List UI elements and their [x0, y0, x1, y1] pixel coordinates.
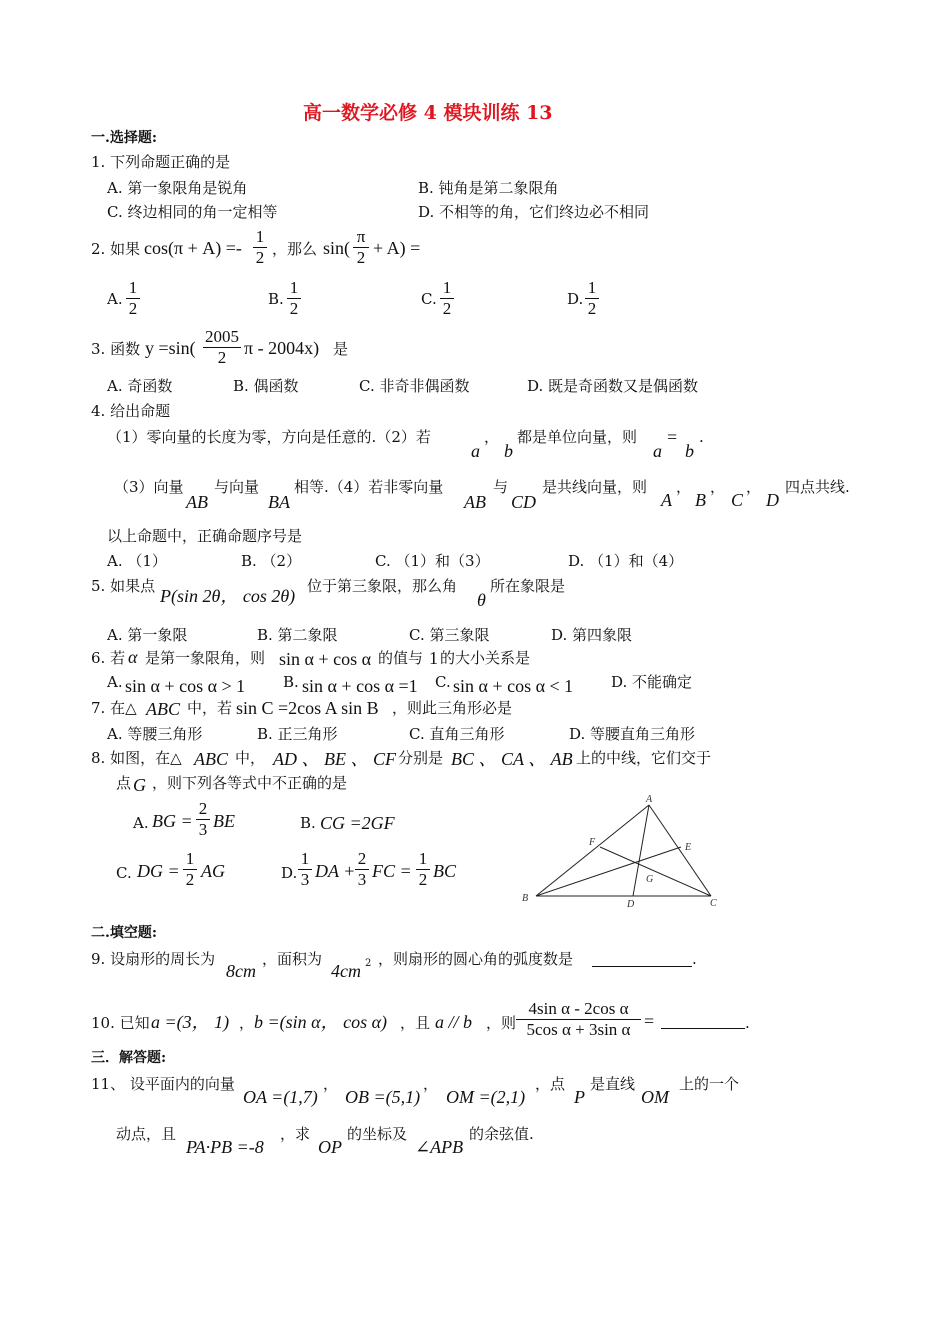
- q1-option-b: B. 钝角是第二象限角: [418, 179, 559, 197]
- fig-label-C: C: [710, 898, 717, 909]
- q4-option-d: D. （1）和（4）: [568, 552, 684, 570]
- q11-vec-ob: OB =(5,1): [345, 1087, 421, 1107]
- q8-option-d-frac-2: [355, 850, 369, 889]
- frac-den: 3: [300, 869, 310, 889]
- side-ab: [536, 805, 649, 896]
- q4-comma-3: ，: [746, 478, 762, 496]
- frac-num: 1: [255, 227, 265, 246]
- q5-option-a: A. 第一象限: [107, 626, 188, 644]
- frac-den: 2: [128, 298, 138, 318]
- q4-point-A: A: [661, 490, 672, 510]
- q2-expr-cos: cos(π + A) =-: [144, 238, 242, 258]
- q4-vec-a: a: [471, 441, 480, 461]
- q4-stem: 4. 给出命题: [91, 402, 171, 420]
- q11-point-text: ，点: [535, 1075, 566, 1093]
- q8-option-a-lhs: BG =: [152, 811, 193, 831]
- q8-option-c-lhs: DG =: [137, 861, 180, 881]
- frac-num: 1: [289, 278, 299, 297]
- q11-stem: 11、 设平面内的向量: [91, 1075, 235, 1093]
- q2-option-c: C.: [421, 290, 437, 308]
- q3-option-d: D. 既是奇函数又是偶函数: [527, 377, 699, 395]
- section-heading-solve: 三．解答题:: [91, 1050, 167, 1066]
- q10-mid3: ，则: [486, 1014, 517, 1032]
- q4-vec-AB: AB: [186, 492, 208, 512]
- q8-tail: 上的中线，它们交于: [576, 749, 712, 767]
- q4-vec-b: b: [504, 441, 513, 461]
- q11-vec-om: OM =(2,1): [446, 1087, 526, 1107]
- q4-line2-b: 与向量: [214, 478, 260, 496]
- q4-option-b: B. （2）: [241, 552, 302, 570]
- q5-option-d: D. 第四象限: [551, 626, 633, 644]
- q2-option-b-frac: [287, 279, 301, 318]
- q5-expr: P(sin 2θ， cos 2θ): [160, 586, 296, 606]
- q8-sides: BC 、 CA 、 AB: [451, 749, 573, 769]
- q4-vec-AB2: AB: [464, 492, 486, 512]
- q9-perimeter: 8cm: [226, 961, 256, 981]
- frac-num: 2005: [205, 327, 239, 346]
- q4-line2-a: （3）向量: [114, 478, 184, 496]
- q11-line2-c: 的坐标及: [347, 1125, 408, 1143]
- fig-label-E: E: [685, 842, 692, 853]
- q7-stem: 7. 在△: [91, 699, 137, 717]
- q7-option-b: B. 正三角形: [257, 725, 338, 743]
- q3-option-b: B. 偶函数: [233, 377, 299, 395]
- q2-option-a-frac: [126, 279, 140, 318]
- q4-vec-b2: b: [685, 441, 694, 461]
- frac-num: 4sin α - 2cos α: [528, 999, 629, 1018]
- q8-option-c: C.: [116, 864, 132, 882]
- q8-line2-b: ，则下列各等式中不正确的是: [152, 774, 348, 792]
- q11-line2-b: ，求: [280, 1125, 311, 1143]
- q8-stem: 8. 如图，在△: [91, 749, 182, 767]
- frac-num: 1: [442, 278, 452, 297]
- q7-mid: 中，若: [187, 699, 233, 717]
- q6-option-a: A.: [107, 673, 123, 691]
- q4-vec-BA: BA: [268, 492, 290, 512]
- q6-mid: 是第一象限角，则: [145, 649, 266, 667]
- q4-equals: =: [667, 427, 678, 447]
- q8-option-c-rhs: AG: [201, 861, 225, 881]
- frac-den: 2: [587, 298, 597, 318]
- q7-option-d: D. 等腰直角三角形: [569, 725, 696, 743]
- fig-label-A: A: [646, 794, 653, 805]
- q11-point-P: P: [574, 1087, 585, 1107]
- q10-equals: =: [644, 1011, 655, 1031]
- frac-den: 3: [357, 869, 367, 889]
- frac-num: 1: [418, 849, 428, 868]
- q2-option-b: B.: [268, 290, 284, 308]
- q3-expr-end: π - 2004x): [244, 338, 320, 358]
- q8-option-d-frac-3: [416, 850, 430, 889]
- q8-option-a: A.: [133, 814, 149, 832]
- frac-den: 2: [217, 347, 227, 367]
- section-heading-choice: 一.选择题:: [91, 130, 158, 146]
- q6-expr: sin α + cos α: [279, 649, 372, 669]
- q6-one: 1: [429, 648, 438, 668]
- q10-end: .: [745, 1014, 750, 1032]
- q4-point-B: B: [695, 490, 706, 510]
- q6-option-c: C.: [435, 673, 451, 691]
- median-be: [536, 847, 681, 896]
- fig-label-D: D: [627, 899, 635, 910]
- q4-line2-e: 是共线向量，则: [542, 478, 648, 496]
- q7-abc: ABC: [146, 699, 180, 719]
- frac-num: 1: [128, 278, 138, 297]
- q2-frac-pi-half: [353, 228, 369, 267]
- q8-medians: AD 、 BE 、 CF: [273, 749, 396, 769]
- frac-num: 2: [357, 849, 367, 868]
- q1-option-d: D. 不相等的角，它们终边必不相同: [418, 203, 650, 221]
- q10-vec-a: a =(3， 1): [151, 1012, 230, 1032]
- q8-option-a-frac: [196, 800, 210, 839]
- triangle-figure: [515, 790, 730, 915]
- fig-label-G: G: [646, 874, 654, 885]
- q9-area-sup: 2: [365, 958, 372, 969]
- q4-line1-b: ，: [484, 428, 500, 446]
- q4-line1-c: 都是单位向量，则: [517, 428, 638, 446]
- q8-option-d: D.: [281, 864, 298, 882]
- frac-den: 2: [289, 298, 299, 318]
- fig-label-B: B: [522, 893, 529, 904]
- q6-stem: 6. 若: [91, 649, 126, 667]
- q8-option-b-expr: CG =2GF: [320, 813, 395, 833]
- q2-option-c-frac: [440, 279, 454, 318]
- q7-tail: ，则此三角形必是: [392, 699, 513, 717]
- q8-mid2: 分别是: [398, 749, 444, 767]
- q2-frac-half: [253, 228, 267, 267]
- q5-tail: 所在象限是: [490, 577, 566, 595]
- q4-comma-1: ，: [676, 478, 692, 496]
- q9-tail: ，则扇形的圆心角的弧度数是: [378, 950, 574, 968]
- q11-tail: 上的一个: [679, 1075, 740, 1093]
- q2-stem: 2. 如果: [91, 240, 141, 258]
- q10-parallel: a // b: [435, 1012, 473, 1032]
- q2-mid: ，那么: [272, 240, 318, 258]
- frac-den: 2: [255, 247, 265, 267]
- frac-num: 1: [300, 849, 310, 868]
- q8-line2-a: 点: [116, 774, 132, 792]
- frac-num: 2: [198, 799, 208, 818]
- q10-answer-blank[interactable]: [661, 1028, 745, 1029]
- q11-line2-d: 的余弦值.: [469, 1125, 534, 1143]
- q8-abc: ABC: [194, 749, 228, 769]
- q9-end: .: [692, 950, 697, 968]
- q10-mid: ，: [239, 1014, 255, 1032]
- section-heading-fill: 二.填空题:: [91, 925, 158, 941]
- q6-option-a-expr: sin α + cos α > 1: [125, 676, 246, 696]
- q2-expr-sin: sin(: [323, 238, 350, 258]
- q11-vec-op: OP: [318, 1137, 342, 1157]
- q6-alpha: α: [128, 647, 138, 667]
- q11-vec-oa: OA =(1,7): [243, 1087, 318, 1107]
- q10-frac: [516, 1000, 641, 1039]
- q4-vec-CD: CD: [511, 492, 537, 512]
- q11-line-om: OM: [641, 1087, 669, 1107]
- q4-line1-a: （1）零向量的长度为零，方向是任意的.（2）若: [107, 428, 431, 446]
- q11-line2-a: 动点，且: [116, 1125, 177, 1143]
- q8-option-d-expr1: DA +: [315, 861, 356, 881]
- q1-option-c: C. 终边相同的角一定相等: [107, 203, 278, 221]
- q10-stem: 10. 已知: [91, 1014, 150, 1032]
- q5-stem: 5. 如果点: [91, 577, 156, 595]
- q11-comma-2: ，: [423, 1075, 439, 1093]
- frac-den: 2: [418, 869, 428, 889]
- q5-option-b: B. 第二象限: [257, 626, 338, 644]
- page-title: 高一数学必修 4 模块训练 13: [303, 102, 553, 124]
- q2-option-d: D.: [567, 290, 584, 308]
- q6-mid2: 的值与: [378, 649, 424, 667]
- q4-point-D: D: [766, 490, 779, 510]
- q2-option-a: A.: [107, 290, 123, 308]
- q3-option-a: A. 奇函数: [107, 377, 173, 395]
- q7-option-c: C. 直角三角形: [409, 725, 505, 743]
- q8-option-b: B.: [300, 814, 316, 832]
- q4-option-a: A. （1）: [107, 552, 167, 570]
- q1-stem: 1. 下列命题正确的是: [91, 153, 231, 171]
- q11-mid: 是直线: [590, 1075, 636, 1093]
- frac-num: π: [356, 227, 366, 246]
- q7-expr: sin C =2cos A sin B: [236, 698, 379, 718]
- q4-vec-a2: a: [653, 441, 662, 461]
- q10-mid2: ，且: [400, 1014, 431, 1032]
- q3-option-c: C. 非奇非偶函数: [359, 377, 470, 395]
- q5-mid: 位于第三象限，那么角: [307, 577, 458, 595]
- q6-option-b: B.: [283, 673, 299, 691]
- q3-stem: 3. 函数: [91, 340, 141, 358]
- q9-answer-blank[interactable]: [592, 966, 692, 967]
- q6-option-b-expr: sin α + cos α =1: [302, 676, 418, 696]
- q4-comma-2: ，: [710, 478, 726, 496]
- q4-line3: 以上命题中，正确命题序号是: [107, 527, 303, 545]
- q8-option-a-rhs: BE: [213, 811, 235, 831]
- q3-frac: [203, 328, 241, 367]
- q4-line2-c: 相等.（4）若非零向量: [294, 478, 444, 496]
- q4-line2-f: 四点共线.: [785, 478, 850, 496]
- frac-den: 2: [442, 298, 452, 318]
- q3-tail: 是: [333, 340, 349, 358]
- q9-area: 4cm: [331, 961, 361, 981]
- q5-option-c: C. 第三象限: [409, 626, 490, 644]
- q9-stem: 9. 设扇形的周长为: [91, 950, 216, 968]
- frac-num: 1: [185, 849, 195, 868]
- fig-label-F: F: [589, 837, 596, 848]
- q11-dot-product: PA·PB =-8: [186, 1137, 264, 1157]
- q2-expr-tail: + A) =: [373, 238, 421, 258]
- q8-mid: 中，: [235, 749, 266, 767]
- q8-option-d-expr2: FC =: [372, 861, 412, 881]
- q8-option-c-frac: [183, 850, 197, 889]
- q4-line2-d: 与: [493, 478, 509, 496]
- q8-point-G: G: [133, 775, 146, 795]
- q6-option-d: D. 不能确定: [611, 673, 693, 691]
- q7-option-a: A. 等腰三角形: [107, 725, 203, 743]
- q1-option-a: A. 第一象限角是锐角: [107, 179, 248, 197]
- q4-point-C: C: [731, 490, 744, 510]
- frac-num: 1: [587, 278, 597, 297]
- q8-option-d-expr3: BC: [433, 861, 457, 881]
- q9-mid: ，面积为: [262, 950, 323, 968]
- q4-period: .: [699, 428, 704, 446]
- frac-den: 2: [185, 869, 195, 889]
- q5-theta: θ: [477, 590, 486, 610]
- q6-tail: 的大小关系是: [440, 649, 531, 667]
- frac-den: 3: [198, 819, 208, 839]
- q4-option-c: C. （1）和（3）: [375, 552, 490, 570]
- q8-option-d-frac-1: [298, 850, 312, 889]
- frac-den: 5cos α + 3sin α: [526, 1019, 631, 1039]
- q3-expr-start: y =sin(: [145, 338, 196, 358]
- q10-vec-b: b =(sin α， cos α): [254, 1012, 388, 1032]
- q11-angle: ∠APB: [415, 1137, 464, 1157]
- q6-option-c-expr: sin α + cos α < 1: [453, 676, 574, 696]
- q11-comma-1: ，: [323, 1075, 339, 1093]
- frac-den: 2: [356, 247, 366, 267]
- q2-option-d-frac: [585, 279, 599, 318]
